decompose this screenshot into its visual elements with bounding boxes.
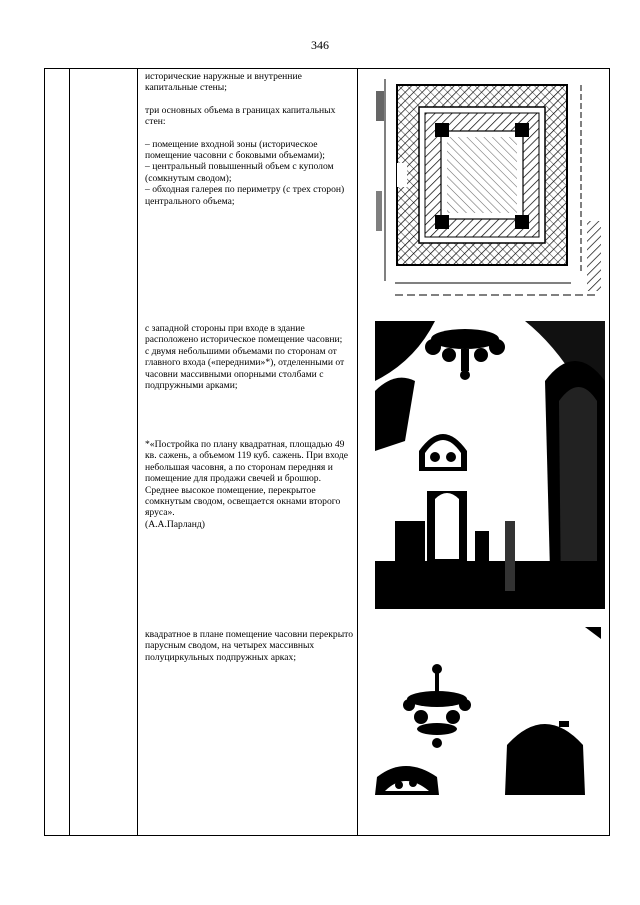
paragraph: три основных объема в границах капитальных стен: [145,104,336,128]
text-block-entrance [145,323,355,391]
quote-author: (А.А.Парланд) [145,518,205,530]
column-divider-2 [137,69,138,835]
interior-photo-entrance [375,321,605,609]
column-divider-1 [69,69,70,835]
column-divider-3 [357,69,358,835]
page-number: 346 [311,38,329,52]
interior-photo-vault [375,625,605,795]
paragraph: с западной стороны при входе в здание расположено историческое помещение часовни; [145,323,343,346]
paragraph: исторические наружные и внутренние капитальные стены; [145,71,302,94]
text-block-walls [145,71,355,207]
paragraph: с двумя небольшими объемами по сторонам от главного входа («передними»*), отделенными от часовни массивными опорными столбами с подпружными арками; [145,345,345,392]
paragraph: – центральный повышенный объем с куполом (сомкнутым сводом); [145,161,334,184]
paragraph: – помещение входной зоны (историческое помещение часовни с боковыми объемами); [145,138,325,162]
text-block-quote [145,439,355,530]
floor-plan-image [375,71,605,303]
paragraph: – обходная галерея по периметру (с трех сторон) центрального объема; [145,184,345,207]
quote-paragraph: *«Постройка по плану квадратная, площадью 49 кв. сажень, а объемом 119 куб. сажень. При входе небольшая часовня, а по сторонам передняя и помещение для продажи свечей и брошюр. Среднее высокое помещение, перекрытое сомкнутым сводом, освещается окнами второго яруса». [145,439,349,519]
paragraph: квадратное в плане помещение часовни перекрыто парусным сводом, на четырех массивных полуциркульных подпружных арках; [145,629,354,663]
document-table [44,68,610,836]
text-block-vault [145,629,355,663]
